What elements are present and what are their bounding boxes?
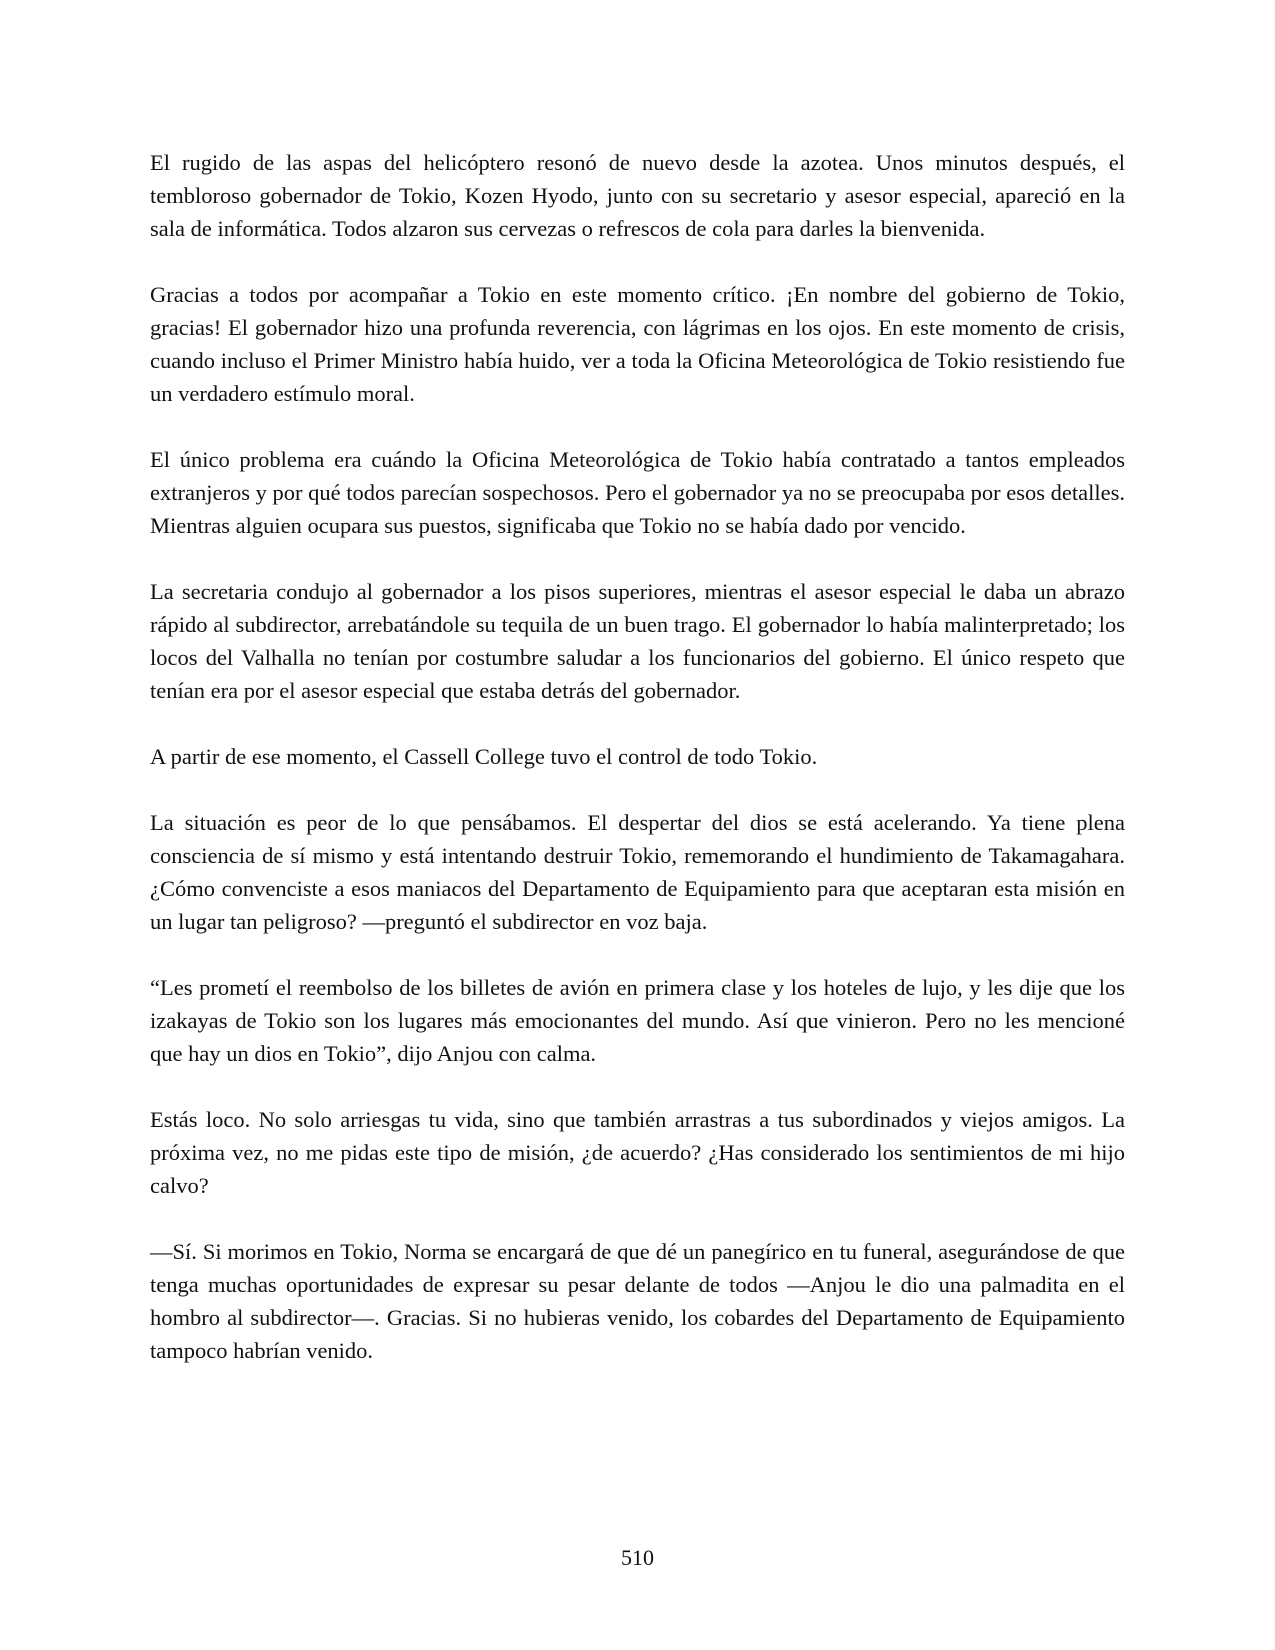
paragraph: “Les prometí el reembolso de los billetes de avión en primera clase y los hoteles de lujo, y les dije que los izakayas de Tokio son los lugares más emocionantes del mundo. Así que vinieron. Pero no les mencioné que hay un dios en Tokio”, dijo Anjou con calma. [150, 975, 1125, 1066]
paragraph: La secretaria condujo al gobernador a los pisos superiores, mientras el asesor especial le daba un abrazo rápido al subdirector, arrebatándole su tequila de un buen trago. El gobernador lo había malinterpretado; los locos del Valhalla no tenían por costumbre saludar a los funcionarios del gobierno. El único respeto que tenían era por el asesor especial que estaba detrás del gobernador. [150, 579, 1125, 703]
paragraph: —Sí. Si morimos en Tokio, Norma se encargará de que dé un panegírico en tu funeral, asegurándose de que tenga muchas oportunidades de expresar su pesar delante de todos —Anjou le dio una palmadita en el hombro al subdirector—. Gracias. Si no hubieras venido, los cobardes del Departamento de Equipamiento tampoco habrían venido. [150, 1239, 1125, 1363]
paragraph: La situación es peor de lo que pensábamos. El despertar del dios se está acelerando. Ya tiene plena consciencia de sí mismo y está intentando destruir Tokio, rememorando el hundimiento de Takamagahara. ¿Cómo convenciste a esos maniacos del Departamento de Equipamiento para que aceptaran esta misión en un lugar tan peligroso? —preguntó el subdirector en voz baja. [150, 810, 1125, 934]
paragraph: El rugido de las aspas del helicóptero resonó de nuevo desde la azotea. Unos minutos después, el tembloroso gobernador de Tokio, Kozen Hyodo, junto con su secretario y asesor especial, apareció en la sala de informática. Todos alzaron sus cervezas o refrescos de cola para darles la bienvenida. [150, 150, 1125, 241]
paragraph: Estás loco. No solo arriesgas tu vida, sino que también arrastras a tus subordinados y viejos amigos. La próxima vez, no me pidas este tipo de misión, ¿de acuerdo? ¿Has considerado los sentimientos de mi hijo calvo? [150, 1107, 1125, 1198]
paragraph: Gracias a todos por acompañar a Tokio en este momento crítico. ¡En nombre del gobierno de Tokio, gracias! El gobernador hizo una profunda reverencia, con lágrimas en los ojos. En este momento de crisis, cuando incluso el Primer Ministro había huido, ver a toda la Oficina Meteorológica de Tokio resistiendo fue un verdadero estímulo moral. [150, 282, 1125, 406]
paragraph: A partir de ese momento, el Cassell College tuvo el control de todo Tokio. [150, 744, 818, 769]
page-number: 510 [621, 1545, 654, 1570]
body-text [150, 146, 1125, 1367]
paragraph: El único problema era cuándo la Oficina Meteorológica de Tokio había contratado a tantos empleados extranjeros y por qué todos parecían sospechosos. Pero el gobernador ya no se preocupaba por esos detalles. Mientras alguien ocupara sus puestos, significaba que Tokio no se había dado por vencido. [150, 447, 1125, 538]
